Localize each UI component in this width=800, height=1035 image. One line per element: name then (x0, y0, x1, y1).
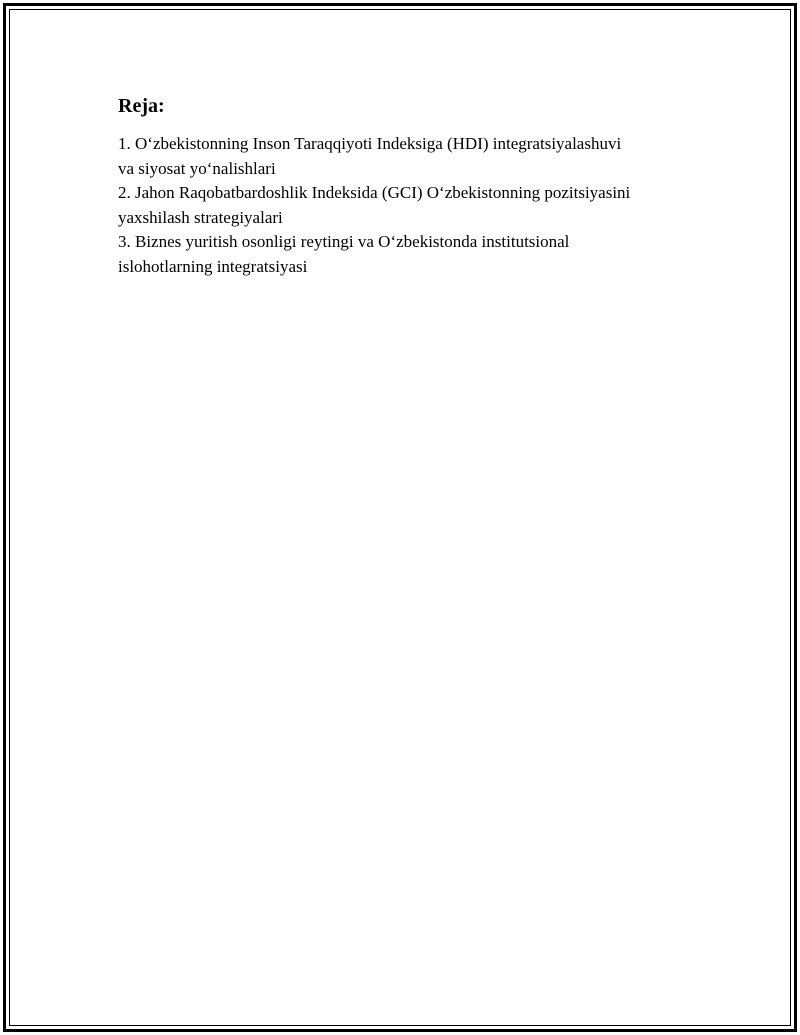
plan-item-1 (118, 132, 688, 181)
plan-item-3 (118, 230, 688, 279)
page-content (118, 94, 688, 279)
plan-item-2-line-1: 2. Jahon Raqobatbardoshlik Indeksida (GCI) O‘zbekistonning pozitsiyasini (118, 183, 631, 202)
plan-item-2 (118, 181, 688, 230)
plan-heading: Reja: (118, 95, 165, 117)
plan-item-1-line-1: 1. O‘zbekistonning Inson Taraqqiyoti Indeksiga (HDI) integratsiyalashuvi (118, 134, 622, 153)
plan-item-2-line-2: yaxshilash strategiyalari (118, 207, 283, 227)
plan-list (118, 132, 688, 279)
plan-item-3-line-2: islohotlarning integratsiyasi (118, 256, 308, 276)
plan-item-3-line-1: 3. Biznes yuritish osonligi reytingi va O‘zbekistonda institutsional (118, 232, 570, 251)
plan-item-1-line-2: va siyosat yo‘nalishlari (118, 158, 276, 178)
